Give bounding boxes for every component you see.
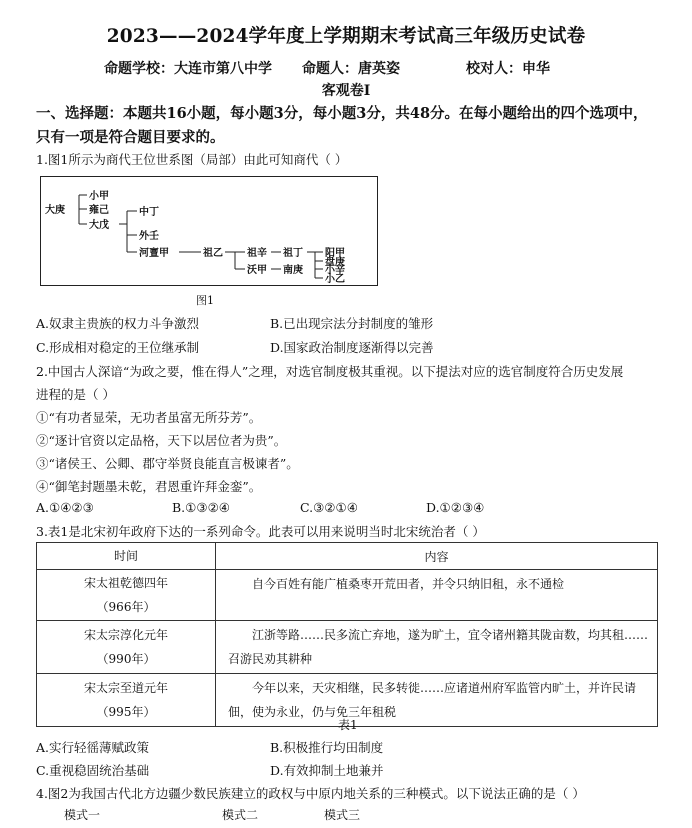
time-reign: 宋太祖乾德四年	[83, 576, 168, 590]
table-cell-time	[37, 674, 216, 727]
q2-item-2: ②“逐计官资以定品格，天下以居位者为贵”。	[36, 433, 287, 448]
content-text: 自今百姓有能广植桑枣开荒田者，并令只纳旧租，永不通检	[252, 577, 565, 591]
time-year: （995年）	[96, 705, 156, 719]
content-text: 江浙等路……民多流亡弃地，遂为旷土，宜令诸州籍其陇亩数，均其租……召游民劝其耕种	[228, 628, 649, 666]
fig-name: 南庚	[283, 265, 303, 276]
exam-title: 2023——2024学年度上学期期末考试高三年级历史试卷	[106, 26, 586, 47]
q4-mode-2: 模式二	[222, 808, 259, 822]
q1-figure-caption: 图1	[196, 294, 214, 307]
fig-name: 雍己	[89, 205, 109, 216]
q1-option-b[interactable]: B.已出现宗法分封制度的雏形	[270, 316, 434, 331]
fig-name: 小乙	[325, 274, 345, 285]
q2-option-c[interactable]: C.③②①④	[300, 500, 358, 515]
fig-name: 祖乙	[203, 248, 223, 259]
q3-stem: 3.表1是北宋初年政府下达的一系列命令。此表可以用来说明当时北宋统治者（ ）	[36, 524, 485, 539]
q4-mode-3: 模式三	[324, 808, 361, 822]
table-row	[37, 621, 658, 674]
fig-name: 盘庚	[325, 257, 345, 268]
table-header-row	[37, 543, 658, 570]
fig-name: 祖丁	[283, 248, 303, 259]
time-year: （990年）	[96, 652, 156, 666]
q3-table	[36, 542, 658, 727]
table-cell-content	[216, 674, 658, 727]
q1-figure	[40, 176, 378, 286]
table-cell-content	[216, 570, 658, 621]
q2-option-a[interactable]: A.①④②③	[36, 500, 94, 515]
time-reign: 宋太宗淳化元年	[83, 628, 168, 642]
table-header-content: 内容	[216, 543, 658, 570]
table-cell-content	[216, 621, 658, 674]
table-row	[37, 570, 658, 621]
q3-option-c[interactable]: C.重视稳固统治基础	[36, 763, 150, 778]
q3-option-a[interactable]: A.实行轻徭薄赋政策	[36, 740, 150, 755]
q4-stem: 4.图2为我国古代北方边疆少数民族建立的政权与中原内地关系的三种模式。以下说法正确的是（ ）	[36, 786, 585, 801]
q1-option-c[interactable]: C.形成相对稳定的王位继承制	[36, 340, 200, 355]
q1-option-d[interactable]: D.国家政治制度逐渐得以完善	[270, 340, 434, 355]
table-header-time: 时间	[37, 543, 216, 570]
q3-option-d[interactable]: D.有效抑制土地兼并	[270, 763, 384, 778]
meta-proofreader: 校对人：申华	[466, 61, 550, 77]
q3-option-b[interactable]: B.积极推行均田制度	[270, 740, 384, 755]
q2-stem-line2: 进程的是（ ）	[36, 387, 115, 402]
time-year: （966年）	[96, 600, 156, 614]
fig-name: 河亶甲	[139, 248, 169, 259]
q2-item-4: ④“御笔封题墨未乾，君恩重许拜金銮”。	[36, 479, 262, 494]
q4-mode-1: 模式一	[64, 808, 101, 822]
table-cell-time	[37, 570, 216, 621]
q1-stem: 1.图1所示为商代王位世系图（局部）由此可知商代（ ）	[36, 152, 348, 167]
q2-item-3: ③“诸侯王、公卿、郡守举贤良能直言极谏者”。	[36, 456, 299, 471]
q2-option-d[interactable]: D.①②③④	[426, 500, 485, 515]
fig-name: 小辛	[325, 265, 345, 276]
q3-table-caption: 表1	[338, 718, 358, 732]
q2-item-1: ①“有功者显荣，无功者虽富无所芬芳”。	[36, 410, 262, 425]
q2-stem-line1: 2.中国古人深谙“为政之要，惟在得人”之理，对选官制度极其重视。以下提法对应的选官制度符合历史发展	[36, 364, 624, 379]
fig-name: 大戊	[89, 220, 109, 231]
meta-author: 命题人：唐英姿	[302, 61, 400, 77]
fig-name: 大庚	[45, 205, 65, 216]
meta-school: 命题学校：大连市第八中学	[104, 61, 272, 77]
section-instructions: 一、选择题：本题共16小题，每小题3分，每小题3分，共48分。在每小题给出的四个选项中，只有一项是符合题目要求的。	[36, 105, 648, 146]
fig-name: 小甲	[89, 191, 109, 202]
q2-option-b[interactable]: B.①③②④	[172, 500, 230, 515]
fig-name: 外壬	[139, 231, 159, 242]
succession-chart	[41, 177, 377, 285]
section-subtitle: 客观卷Ⅰ	[321, 83, 371, 99]
time-reign: 宋太宗至道元年	[83, 681, 168, 695]
q1-option-a[interactable]: A.奴隶主贵族的权力斗争激烈	[36, 316, 200, 331]
table-cell-time	[37, 621, 216, 674]
fig-name: 祖辛	[247, 248, 267, 259]
fig-name: 沃甲	[247, 265, 267, 276]
content-text: 今年以来，天灾相继，民多转徙……应诸道州府军监管内旷土，并许民请佃，使为永业，仍与免三年租税	[228, 681, 637, 719]
fig-name: 中丁	[139, 207, 159, 218]
fig-name: 阳甲	[325, 248, 345, 259]
